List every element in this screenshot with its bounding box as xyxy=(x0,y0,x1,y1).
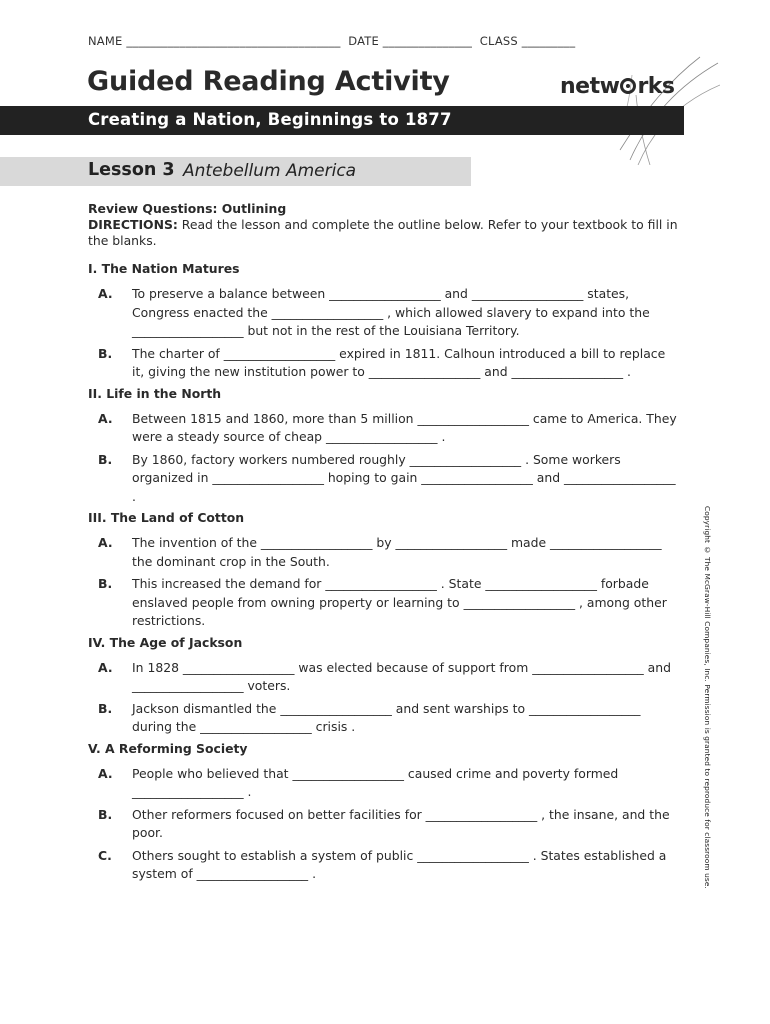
item-letter: B. xyxy=(98,700,113,716)
outline-item xyxy=(88,451,678,507)
item-text: To preserve a balance between __________________ and __________________ states, Congress enacted the __________________ , which allowed slavery to expand into the __________________ but not in the rest of the Louisiana Territory. xyxy=(132,286,650,338)
item-text: This increased the demand for __________________ . State __________________ forbade enslaved people from owning property or learning to __________________ , among other restrictions. xyxy=(132,576,667,628)
item-letter: B. xyxy=(98,345,113,361)
item-text: Others sought to establish a system of public __________________ . States established a system of __________________ . xyxy=(132,847,667,881)
item-text: By 1860, factory workers numbered roughly __________________ . Some workers organized in __________________ hoping to gain __________________ and __________________ . xyxy=(132,451,676,504)
item-letter: B. xyxy=(98,451,113,467)
item-letter: A. xyxy=(98,535,113,550)
item-letter: A. xyxy=(98,765,113,781)
item-text: In 1828 __________________ was elected because of support from __________________ and __________________ voters. xyxy=(132,659,671,693)
section-heading: I. The Nation Matures xyxy=(88,261,240,276)
item-text: The charter of __________________ expired in 1811. Calhoun introduced a bill to replace it, giving the new institution power to __________________ and __________________ . xyxy=(132,345,666,379)
unit-banner xyxy=(0,106,684,135)
section-heading: II. Life in the North xyxy=(88,385,222,401)
section-heading: III. The Land of Cotton xyxy=(88,510,245,525)
logo-text-end: rks xyxy=(637,74,675,99)
item-text: Jackson dismantled the __________________ and sent warships to __________________ during the __________________ crisis . xyxy=(132,700,641,734)
outline-item xyxy=(88,659,678,696)
outline-section xyxy=(88,386,678,507)
name-date-class-line: NAME ____________________________________ DATE _______________ CLASS _________ xyxy=(88,34,576,48)
outline-item xyxy=(88,806,678,843)
item-letter: A. xyxy=(98,410,113,426)
section-heading: V. A Reforming Society xyxy=(88,740,248,756)
review-title: Review Questions: Outlining xyxy=(88,201,287,216)
lesson-number: Lesson 3 xyxy=(88,160,175,180)
outline-item xyxy=(88,534,678,571)
logo-globe-icon xyxy=(620,78,636,94)
item-letter: C. xyxy=(98,847,112,863)
page-title: Guided Reading Activity xyxy=(87,66,450,97)
outline-item xyxy=(88,345,678,382)
outline-section xyxy=(88,261,678,382)
outline-item xyxy=(88,410,678,447)
directions-text: Read the lesson and complete the outline below. Refer to your textbook to fill in the blanks. xyxy=(88,217,678,248)
section-heading: IV. The Age of Jackson xyxy=(88,634,243,650)
item-text: Other reformers focused on better facilities for __________________ , the insane, and the poor. xyxy=(132,806,670,840)
worksheet-content xyxy=(88,201,678,888)
item-letter: B. xyxy=(98,576,113,591)
item-letter: A. xyxy=(98,659,113,675)
outline-section xyxy=(88,741,678,884)
directions-label: DIRECTIONS: xyxy=(88,217,178,232)
outline-item xyxy=(88,765,678,802)
item-text: The invention of the __________________ by __________________ made __________________ the dominant crop in the South. xyxy=(132,535,662,569)
logo-text-start: netw xyxy=(560,74,620,99)
item-text: People who believed that __________________ caused crime and poverty formed __________________ . xyxy=(132,765,619,799)
networks-logo xyxy=(560,74,675,99)
lesson-bar xyxy=(0,157,471,186)
outline-item xyxy=(88,700,678,737)
outline-item xyxy=(88,285,678,341)
unit-title: Creating a Nation, Beginnings to 1877 xyxy=(88,110,452,129)
directions xyxy=(88,217,678,249)
outline-section xyxy=(88,510,678,631)
lesson-name: Antebellum America xyxy=(183,161,357,181)
copyright-notice: Copyright © The McGraw-Hill Companies, Inc. Permission is granted to reproduce for classroom use. xyxy=(703,506,712,889)
outline-section xyxy=(88,635,678,737)
outline-item xyxy=(88,575,678,631)
outline-item xyxy=(88,847,678,884)
item-letter: A. xyxy=(98,286,113,301)
item-letter: B. xyxy=(98,806,113,822)
item-text: Between 1815 and 1860, more than 5 million __________________ came to America. They were a steady source of cheap __________________ . xyxy=(132,410,677,444)
